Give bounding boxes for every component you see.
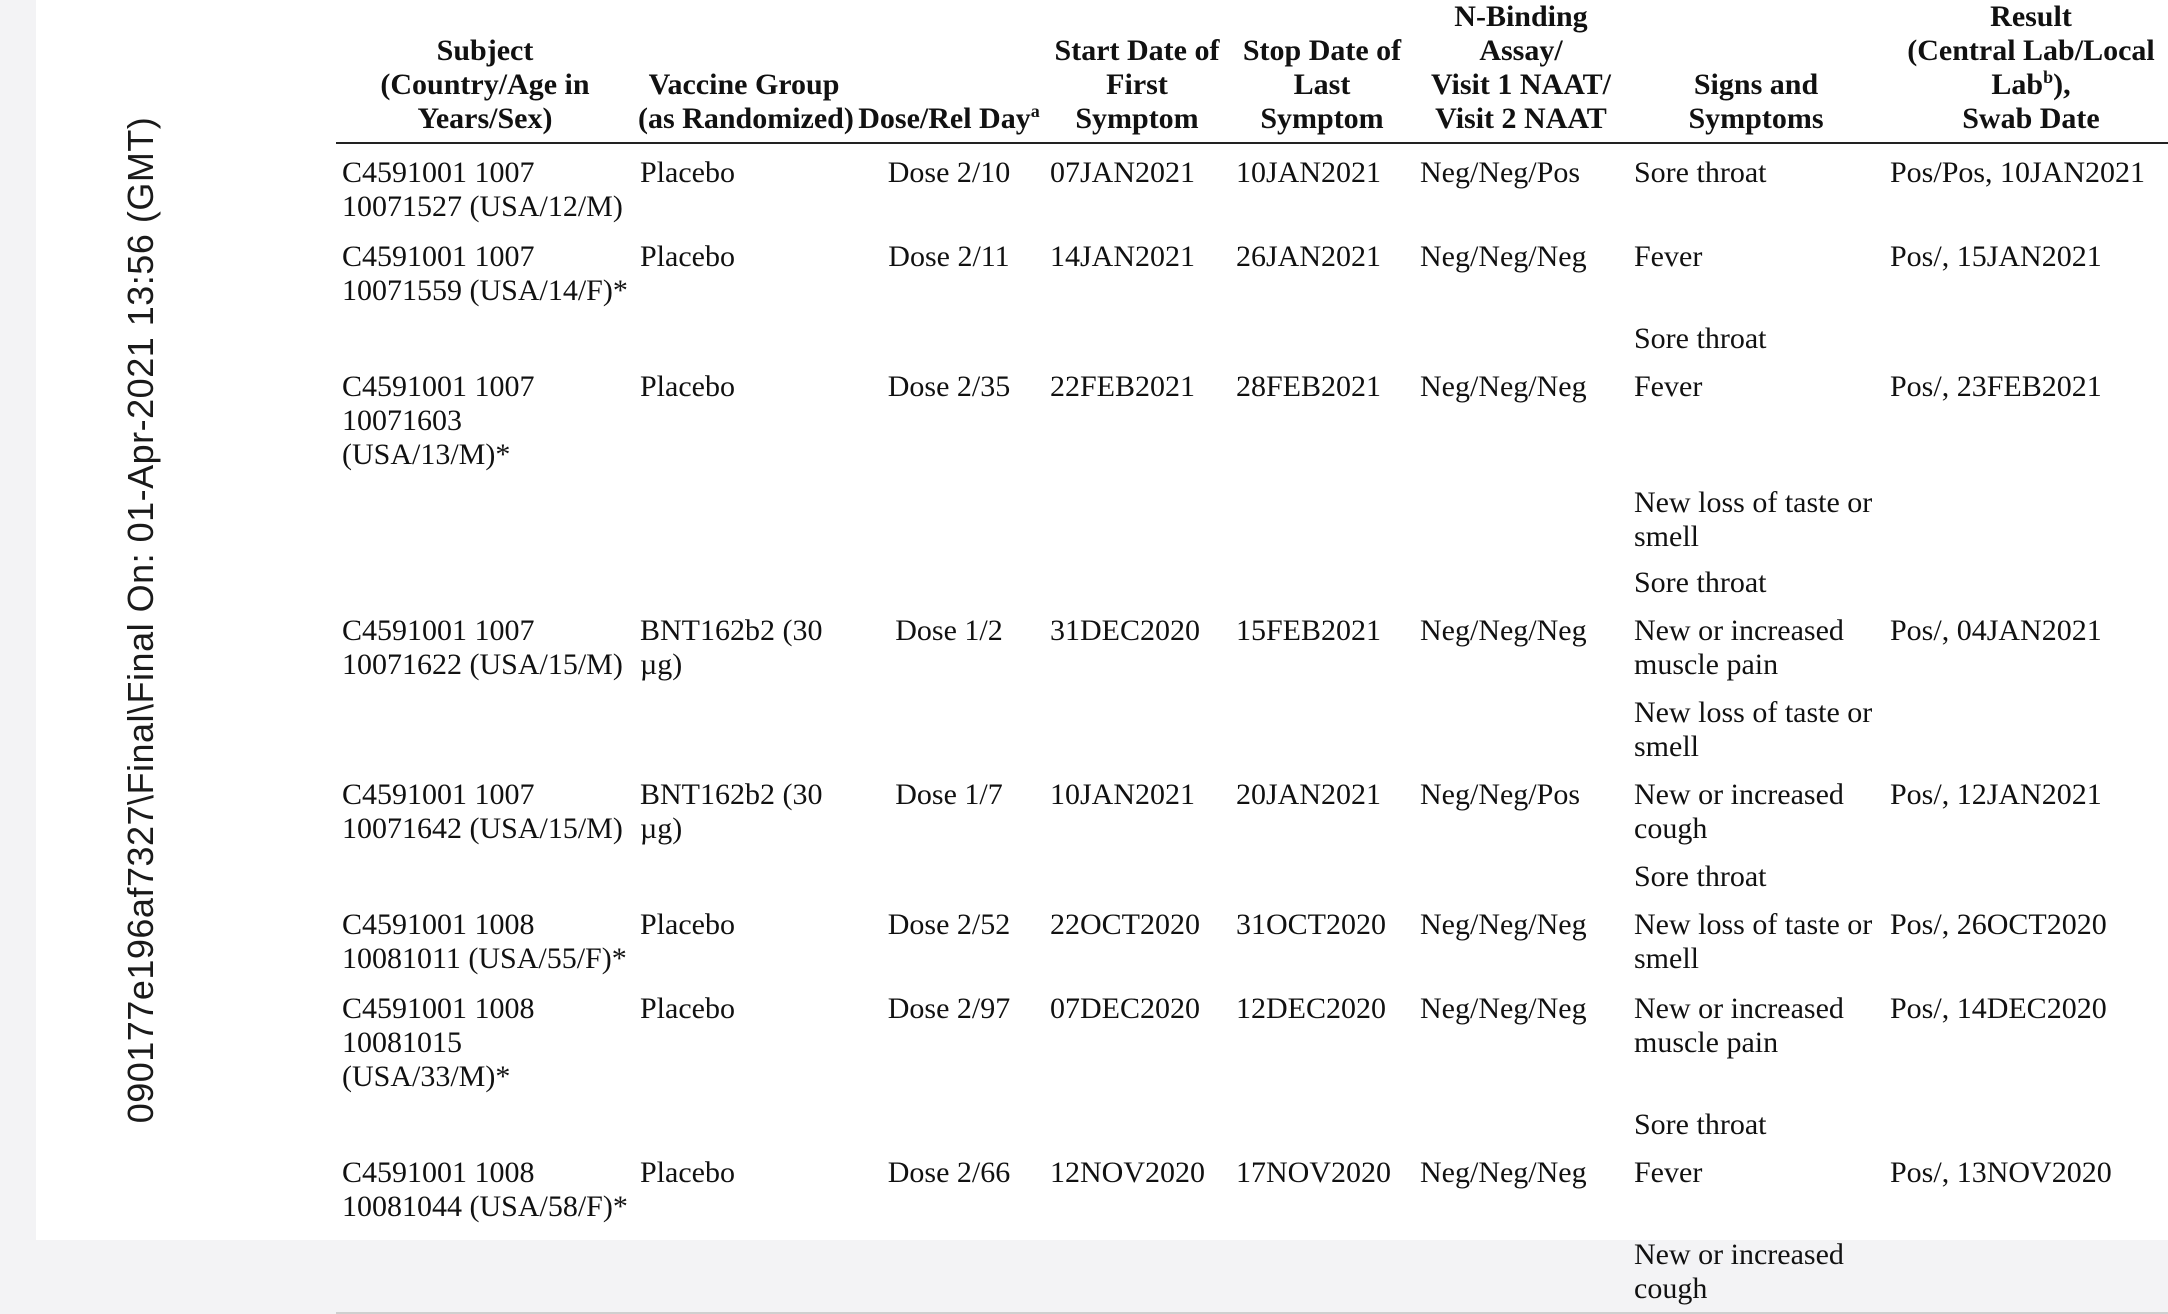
empty-cell <box>1884 480 2168 560</box>
dose-cell: Dose 1/2 <box>895 614 1003 647</box>
header-result: Result (Central Lab/Local Lab$^b$), Swab Date <box>1884 0 2168 143</box>
empty-cell <box>1044 316 1230 362</box>
table-row <box>336 316 2168 362</box>
vaccine-group-cell: Placebo <box>640 992 735 1025</box>
result-cell: Pos/, 13NOV2020 <box>1890 1156 2112 1189</box>
empty-cell <box>1414 316 1628 362</box>
symptom-cell: New loss of taste or smell <box>1634 908 1873 975</box>
table-row <box>336 900 2168 984</box>
n-binding-cell: Neg/Neg/Neg <box>1420 370 1587 403</box>
empty-cell <box>854 480 1044 560</box>
table-row <box>336 362 2168 480</box>
subject-cell: C4591001 1007 10071622 (USA/15/M) <box>342 614 623 681</box>
dose-cell: Dose 2/11 <box>888 240 1010 273</box>
empty-cell <box>1044 854 1230 900</box>
empty-cell <box>634 690 854 770</box>
empty-cell <box>854 1232 1044 1313</box>
result-cell: Pos/, 12JAN2021 <box>1890 778 2102 811</box>
table-row <box>336 1148 2168 1232</box>
subject-cell: C4591001 1007 10071642 (USA/15/M) <box>342 778 623 845</box>
empty-cell <box>1884 690 2168 770</box>
empty-cell <box>336 1102 634 1148</box>
empty-cell <box>1884 316 2168 362</box>
symptom-cell: Fever <box>1634 370 1703 403</box>
empty-cell <box>634 480 854 560</box>
empty-cell <box>634 316 854 362</box>
table-row <box>336 770 2168 854</box>
n-binding-cell: Neg/Neg/Neg <box>1420 1156 1587 1189</box>
table-row <box>336 232 2168 316</box>
stop-date-cell: 28FEB2021 <box>1236 370 1382 403</box>
stop-date-cell: 15FEB2021 <box>1236 614 1382 647</box>
empty-cell <box>854 316 1044 362</box>
symptom-cell: Fever <box>1634 240 1703 273</box>
symptom-cell: New or increased cough <box>1628 1232 1884 1313</box>
dose-cell: Dose 2/66 <box>887 1156 1011 1189</box>
vaccine-group-cell: Placebo <box>640 240 735 273</box>
table-row <box>336 143 2168 232</box>
empty-cell <box>634 1232 854 1313</box>
result-cell: Pos/, 23FEB2021 <box>1890 370 2102 403</box>
result-cell: Pos/, 14DEC2020 <box>1890 992 2107 1025</box>
dose-cell: Dose 2/35 <box>887 370 1011 403</box>
empty-cell <box>634 1102 854 1148</box>
dose-cell: Dose 1/7 <box>895 778 1003 811</box>
n-binding-cell: Neg/Neg/Pos <box>1420 156 1580 189</box>
header-subject: Subject (Country/Age in Years/Sex) <box>336 0 634 143</box>
header-start-date: Start Date of First Symptom <box>1044 0 1230 143</box>
empty-cell <box>1414 560 1628 606</box>
symptom-cell: Sore throat <box>1634 1108 1767 1141</box>
empty-cell <box>1414 1102 1628 1148</box>
empty-cell <box>1230 1102 1414 1148</box>
symptom-cell: New or increased muscle pain <box>1634 614 1844 681</box>
n-binding-cell: Neg/Neg/Neg <box>1420 240 1587 273</box>
header-signs-symptoms: Signs and Symptoms <box>1628 0 1884 143</box>
stop-date-cell: 12DEC2020 <box>1236 992 1386 1025</box>
empty-cell <box>336 690 634 770</box>
start-date-cell: 12NOV2020 <box>1050 1156 1205 1189</box>
result-cell: Pos/, 26OCT2020 <box>1890 908 2107 941</box>
empty-cell <box>1884 560 2168 606</box>
empty-cell <box>1230 854 1414 900</box>
symptom-table <box>336 0 2168 1314</box>
stop-date-cell: 10JAN2021 <box>1236 156 1382 189</box>
symptom-cell: Sore throat <box>1634 156 1767 189</box>
dose-cell: Dose 2/10 <box>887 156 1011 189</box>
empty-cell <box>1884 1102 2168 1148</box>
start-date-cell: 31DEC2020 <box>1050 614 1200 647</box>
symptom-cell: Sore throat <box>1634 566 1767 599</box>
final-stamp-text: 090177e196af7327\Final\Final On: 01-Apr-2021 13:56 (GMT) <box>120 116 161 1124</box>
empty-cell <box>1230 480 1414 560</box>
header-n-binding: N-Binding Assay/ Visit 1 NAAT/ Visit 2 NAAT <box>1414 0 1628 143</box>
n-binding-cell: Neg/Neg/Neg <box>1420 992 1587 1025</box>
empty-cell <box>634 854 854 900</box>
header-vaccine-group: Vaccine Group (as Randomized) <box>634 0 854 143</box>
empty-cell <box>1044 1232 1230 1313</box>
start-date-cell: 22FEB2021 <box>1050 370 1196 403</box>
vaccine-group-cell: Placebo <box>640 908 735 941</box>
symptom-cell: Sore throat <box>1634 322 1767 355</box>
symptom-cell: Fever <box>1634 1156 1703 1189</box>
subject-cell: C4591001 1008 10081011 (USA/55/F)* <box>342 908 627 975</box>
dose-cell: Dose 2/97 <box>887 992 1011 1025</box>
table-row <box>336 1102 2168 1148</box>
subject-cell: C4591001 1007 10071603 (USA/13/M)* <box>342 370 535 471</box>
result-cell: Pos/, 15JAN2021 <box>1890 240 2102 273</box>
stop-date-cell: 17NOV2020 <box>1236 1156 1391 1189</box>
table-body <box>336 143 2168 1313</box>
empty-cell <box>336 1232 634 1313</box>
stop-date-cell: 26JAN2021 <box>1236 240 1382 273</box>
empty-cell <box>854 560 1044 606</box>
stop-date-cell: 20JAN2021 <box>1236 778 1382 811</box>
symptom-cell: Sore throat <box>1634 860 1767 893</box>
symptom-cell: New loss of taste or smell <box>1634 696 1873 763</box>
empty-cell <box>336 480 634 560</box>
header-stop-date: Stop Date of Last Symptom <box>1230 0 1414 143</box>
empty-cell <box>1414 480 1628 560</box>
vaccine-group-cell: Placebo <box>640 1156 735 1189</box>
empty-cell <box>1230 690 1414 770</box>
header-dose-rel-day: Dose/Rel Day$^a$ <box>854 0 1044 143</box>
n-binding-cell: Neg/Neg/Neg <box>1420 614 1587 647</box>
empty-cell <box>1230 316 1414 362</box>
empty-cell <box>1414 690 1628 770</box>
empty-cell <box>1044 480 1230 560</box>
empty-cell <box>1884 854 2168 900</box>
empty-cell <box>1230 1232 1414 1313</box>
vaccine-group-cell: BNT162b2 (30 µg) <box>640 614 823 681</box>
start-date-cell: 07DEC2020 <box>1050 992 1200 1025</box>
empty-cell <box>336 560 634 606</box>
start-date-cell: 22OCT2020 <box>1050 908 1200 941</box>
table-row <box>336 690 2168 770</box>
table-row <box>336 984 2168 1102</box>
table-row <box>336 854 2168 900</box>
start-date-cell: 07JAN2021 <box>1050 156 1196 189</box>
vaccine-group-cell: Placebo <box>640 156 735 189</box>
start-date-cell: 14JAN2021 <box>1050 240 1196 273</box>
table-row <box>336 1232 2168 1313</box>
subject-cell: C4591001 1008 10081015 (USA/33/M)* <box>342 992 535 1093</box>
subject-cell: C4591001 1008 10081044 (USA/58/F)* <box>342 1156 628 1223</box>
empty-cell <box>1414 854 1628 900</box>
vaccine-group-cell: BNT162b2 (30 µg) <box>640 778 823 845</box>
start-date-cell: 10JAN2021 <box>1050 778 1196 811</box>
empty-cell <box>854 690 1044 770</box>
table-row <box>336 606 2168 690</box>
empty-cell <box>1414 1232 1628 1313</box>
n-binding-cell: Neg/Neg/Neg <box>1420 908 1587 941</box>
vaccine-group-cell: Placebo <box>640 370 735 403</box>
empty-cell <box>336 316 634 362</box>
empty-cell <box>854 1102 1044 1148</box>
symptom-cell: New loss of taste or smell <box>1634 486 1873 553</box>
subject-cell: C4591001 1007 10071559 (USA/14/F)* <box>342 240 628 307</box>
empty-cell <box>854 854 1044 900</box>
result-cell: Pos/Pos, 10JAN2021 <box>1890 156 2146 189</box>
symptom-cell: New or increased cough <box>1634 778 1844 845</box>
n-binding-cell: Neg/Neg/Pos <box>1420 778 1580 811</box>
empty-cell <box>634 560 854 606</box>
empty-cell <box>1044 560 1230 606</box>
document-page <box>36 0 2168 1305</box>
dose-cell: Dose 2/52 <box>887 908 1011 941</box>
empty-cell <box>1044 1102 1230 1148</box>
table-row <box>336 560 2168 606</box>
stop-date-cell: 31OCT2020 <box>1236 908 1386 941</box>
empty-cell <box>1230 560 1414 606</box>
symptom-cell: New or increased muscle pain <box>1634 992 1844 1059</box>
empty-cell <box>1884 1232 2168 1313</box>
result-cell: Pos/, 04JAN2021 <box>1890 614 2102 647</box>
empty-cell <box>336 854 634 900</box>
header-row <box>336 0 2168 143</box>
table-row <box>336 480 2168 560</box>
subject-cell: C4591001 1007 10071527 (USA/12/M) <box>342 156 623 223</box>
empty-cell <box>1044 690 1230 770</box>
